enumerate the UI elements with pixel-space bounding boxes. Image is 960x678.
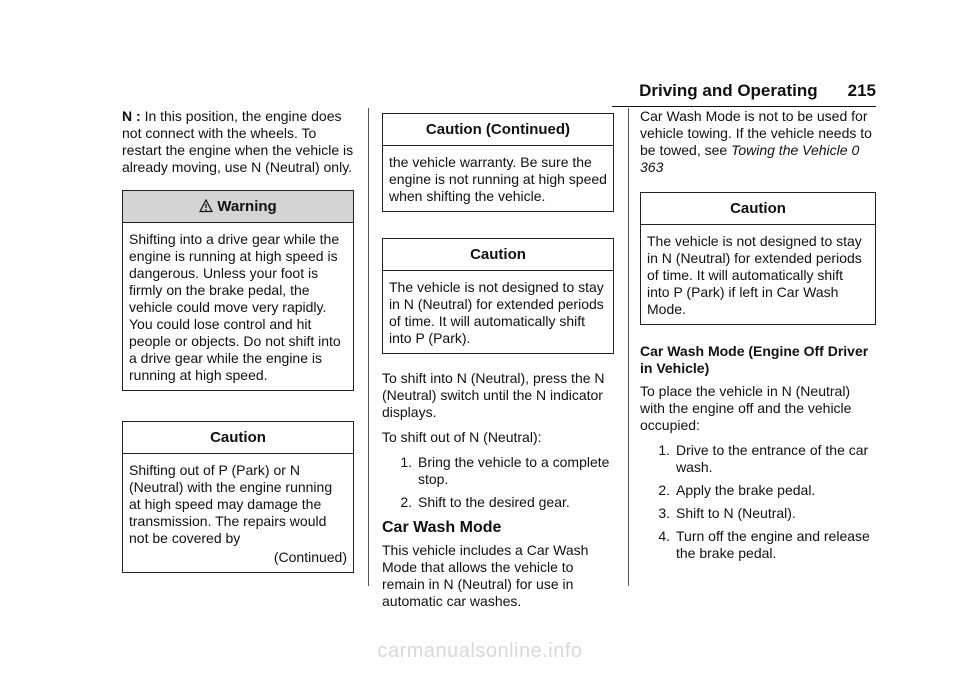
warning-title: Warning: [217, 198, 277, 215]
list-item: 3. Shift to N (Neutral).: [658, 505, 796, 521]
header-rule: [612, 106, 876, 107]
car-wash-heading: Car Wash Mode: [382, 519, 502, 536]
list-item: 1. Drive to the entrance of the car wash.: [658, 442, 869, 475]
towing-page-ref[interactable]: 0 363: [640, 142, 860, 175]
shift-into-neutral-text: To shift into N (Neutral), press the N (Neutral) switch until the N indicator displays.: [382, 370, 605, 420]
caution-header: Caution: [383, 239, 613, 271]
towing-link[interactable]: Towing the Vehicle: [731, 142, 848, 158]
caution-box: [640, 192, 876, 325]
column-divider: [628, 108, 629, 586]
page-number: 215: [847, 81, 876, 100]
warning-icon: [199, 199, 213, 213]
section-title: Driving and Operating: [639, 81, 818, 100]
page-header: [639, 81, 876, 101]
caution-body: The vehicle is not designed to stay in N (Neutral) for extended periods of time. It will automatically shift into P (Park) if left in Car Wash Mode.: [647, 233, 862, 317]
towing-note: Car Wash Mode is not to be used for vehicle towing. If the vehicle needs to be towed, see Towing the Vehicle 0 363: [640, 108, 872, 175]
caution-continued-header: Caution (Continued): [383, 114, 613, 146]
list-item: 1. Bring the vehicle to a complete stop.: [400, 454, 610, 487]
caution-box: [122, 421, 354, 573]
warning-header: [123, 191, 353, 223]
neutral-description: [122, 108, 354, 176]
list-item: 2. Apply the brake pedal.: [658, 482, 816, 498]
watermark: carmanualsonline.info: [377, 640, 583, 662]
car-wash-text: This vehicle includes a Car Wash Mode that allows the vehicle to remain in N (Neutral) for use in automatic car washes.: [382, 542, 589, 609]
caution-body: [123, 454, 353, 572]
warning-body: Shifting into a drive gear while the engine is running at high speed is dangerous. Unless your foot is firmly on the brake pedal, the vehicle could move very rapidly. You could lose control and hit people or objects. Do not shift into a drive gear while the engine is running at high speed.: [129, 231, 341, 383]
neutral-text: In this position, the engine does not connect with the wheels. To restart the engine when the vehicle is already moving, use N (Neutral) only.: [122, 108, 354, 175]
caution-continued-body: the vehicle warranty. Be sure the engine is not running at high speed when shifting the vehicle.: [389, 154, 607, 204]
column-divider: [368, 108, 369, 586]
shift-out-steps: [382, 454, 614, 511]
engine-off-steps: [640, 442, 876, 562]
column-1: [122, 108, 354, 581]
warning-box: [122, 190, 354, 391]
caution-header: Caution: [641, 193, 875, 225]
caution-body: The vehicle is not designed to stay in N (Neutral) for extended periods of time. It will automatically shift into P (Park).: [389, 279, 604, 346]
list-item: 4. Turn off the engine and release the brake pedal.: [658, 528, 870, 561]
engine-off-text: To place the vehicle in N (Neutral) with the engine off and the vehicle occupied:: [640, 383, 852, 433]
neutral-label: N :: [122, 108, 141, 124]
caution-text: Shifting out of P (Park) or N (Neutral) with the engine running at high speed may damage the transmission. The repairs would not be covered by: [129, 462, 333, 546]
column-2: [382, 108, 614, 618]
list-item: 2. Shift to the desired gear.: [400, 494, 570, 510]
column-3: [640, 108, 876, 570]
engine-off-heading: Car Wash Mode (Engine Off Driver in Vehicle): [640, 343, 869, 376]
caution-box: [382, 238, 614, 354]
caution-header: Caution: [123, 422, 353, 454]
caution-continued-box: [382, 113, 614, 212]
continued-label: (Continued): [273, 549, 347, 565]
shift-out-neutral-text: To shift out of N (Neutral):: [382, 429, 542, 445]
